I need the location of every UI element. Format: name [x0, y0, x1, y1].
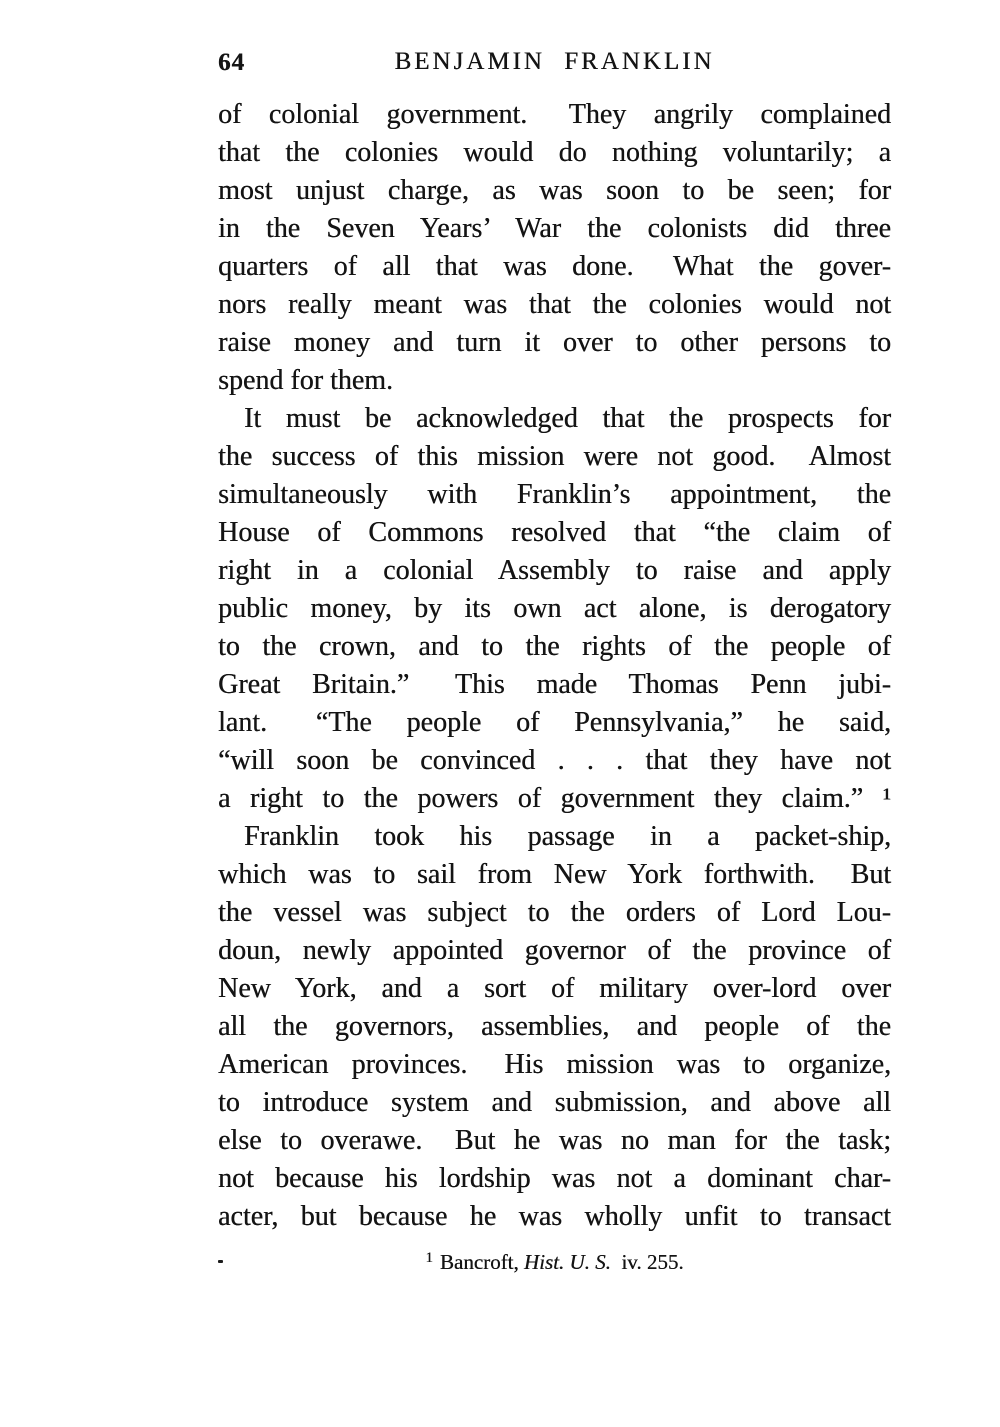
paragraph — [218, 818, 891, 1236]
paragraph — [218, 96, 891, 400]
text-line: public money, by its own act alone, is derogatory — [218, 593, 891, 624]
page-number: 64 — [218, 49, 245, 76]
text-line: doun, newly appointed governor of the province of — [218, 935, 891, 966]
text-line: most unjust charge, as was soon to be seen; for — [218, 175, 891, 206]
text-line: all the governors, assemblies, and people of the — [218, 1011, 891, 1042]
text-line: nors really meant was that the colonies would not — [218, 289, 891, 320]
text-line: in the Seven Years’ War the colonists did three — [218, 213, 891, 244]
text-line: of colonial government. They angrily complained — [218, 99, 891, 130]
text-line: House of Commons resolved that “the claim of — [218, 517, 891, 548]
footnote — [218, 1243, 891, 1277]
text-line: “will soon be convinced . . . that they have not — [218, 745, 891, 776]
paragraph — [218, 400, 891, 818]
text-line: which was to sail from New York forthwith. But — [218, 859, 891, 890]
text-line: acter, but because he was wholly unfit to transact — [218, 1201, 891, 1232]
text-line: the vessel was subject to the orders of Lord Lou- — [218, 897, 891, 928]
text-line: not because his lordship was not a dominant char- — [218, 1163, 891, 1194]
text-line: to the crown, and to the rights of the people of — [218, 631, 891, 662]
text-line: American provinces. His mission was to organize, — [218, 1049, 891, 1080]
text-line: New York, and a sort of military over-lord over — [218, 973, 891, 1004]
text-line: spend for them. — [218, 365, 393, 396]
running-title: BENJAMIN FRANKLIN — [394, 48, 715, 75]
text-line: the success of this mission were not good. Almost — [218, 441, 891, 472]
page-header — [218, 48, 891, 82]
text-line: simultaneously with Franklin’s appointment, the — [218, 479, 891, 510]
text-line: lant. “The people of Pennsylvania,” he said, — [218, 707, 891, 738]
text-line: a right to the powers of government they claim.” ¹ — [218, 783, 891, 814]
footnote-work-italic: Hist. U. S. — [523, 1250, 611, 1274]
text-line: It must be acknowledged that the prospects for — [244, 403, 891, 434]
text-line: else to overawe. But he was no man for the task; — [218, 1125, 891, 1156]
text-line: quarters of all that was done. What the gover- — [218, 251, 891, 282]
text-line: raise money and turn it over to other persons to — [218, 327, 891, 358]
text-line: right in a colonial Assembly to raise and apply — [218, 555, 891, 586]
footnote-marker: 1 — [425, 1250, 433, 1266]
text-line: Franklin took his passage in a packet-ship, — [244, 821, 891, 852]
footnote-author: Bancroft, — [439, 1250, 524, 1274]
text-line: to introduce system and submission, and above all — [218, 1087, 891, 1118]
ink-speck — [218, 1260, 223, 1263]
footnote-reference: iv. 255. — [610, 1250, 684, 1274]
text-line: that the colonies would do nothing voluntarily; a — [218, 137, 891, 168]
text-block — [218, 96, 891, 1236]
text-line: Great Britain.” This made Thomas Penn jubi- — [218, 669, 891, 700]
